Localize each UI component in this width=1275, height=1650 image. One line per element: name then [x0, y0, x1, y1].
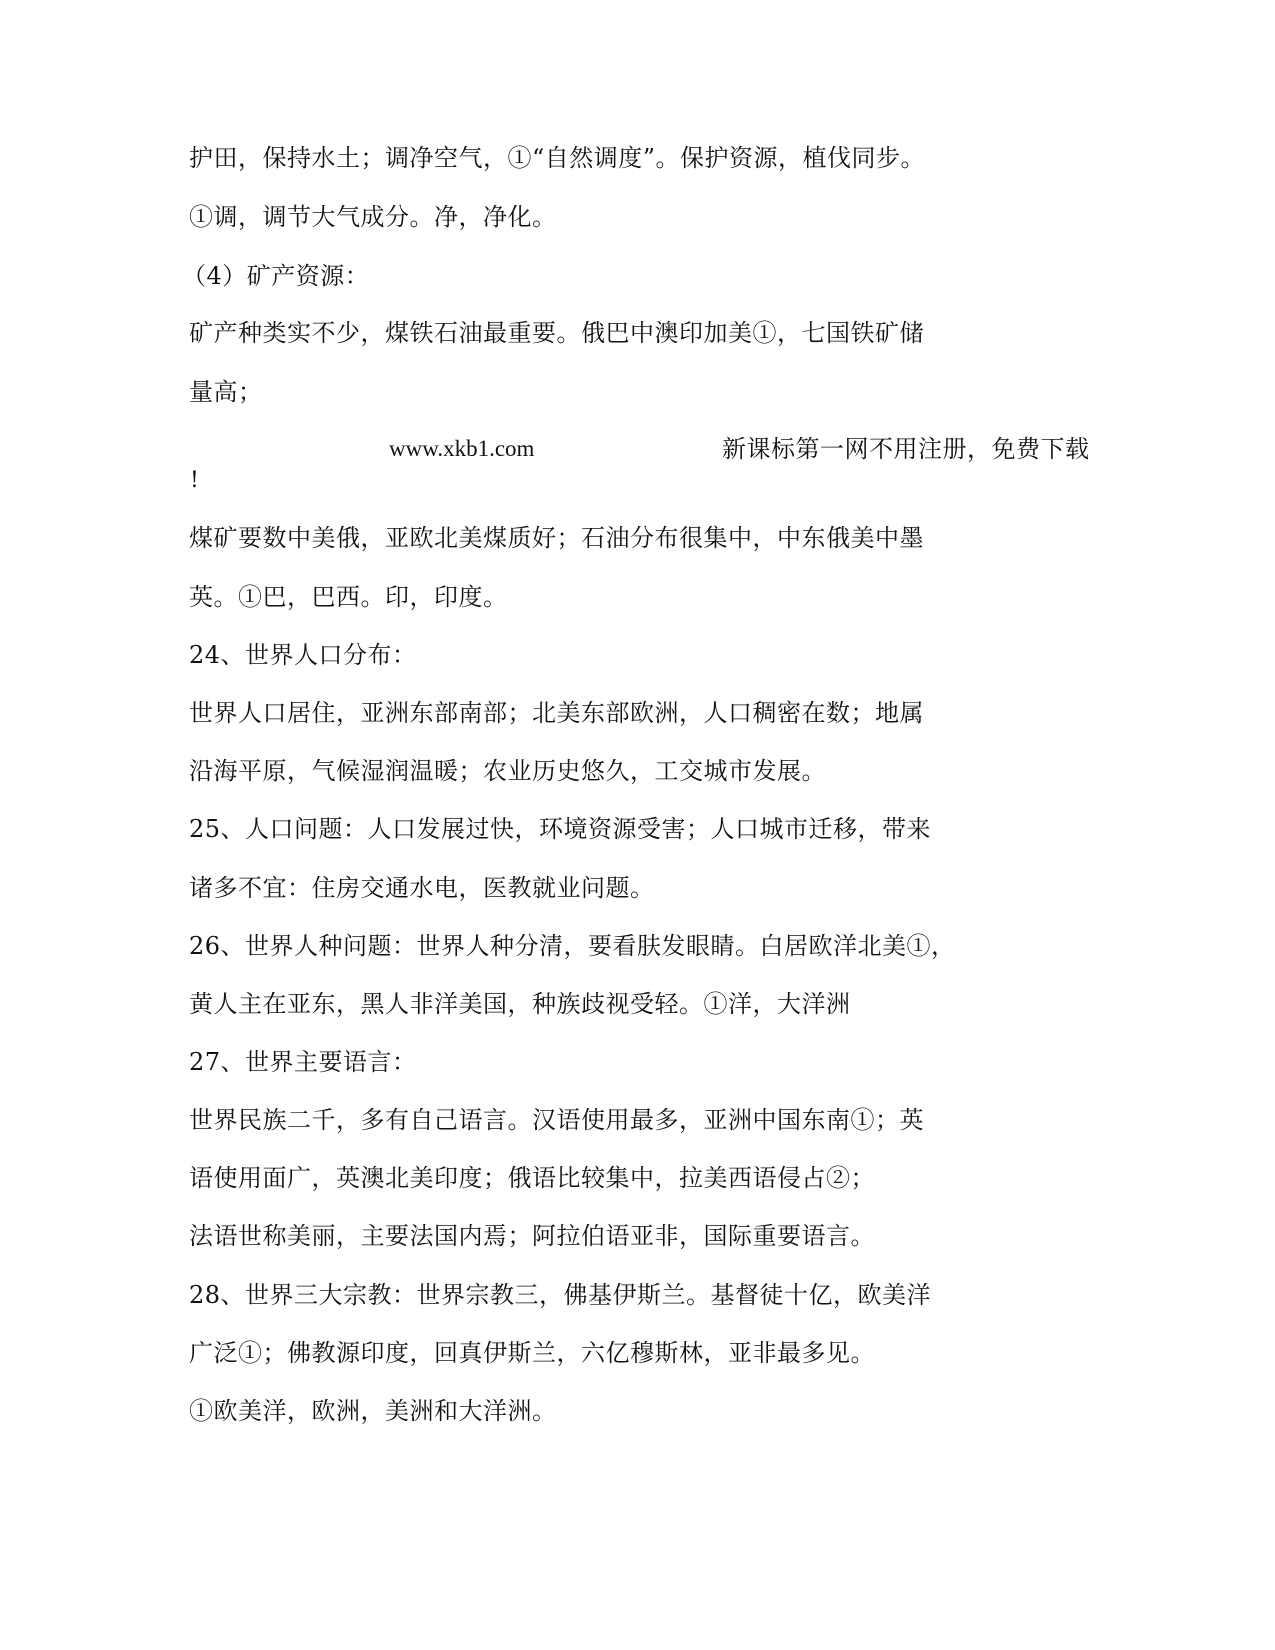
section-heading: 27、世界主要语言：: [189, 1048, 417, 1076]
text-line: 黄人主在亚东，黑人非洋美国，种族歧视受轻。①洋，大洋洲: [189, 990, 851, 1018]
text-line: 矿产种类实不少，煤铁石油最重要。俄巴中澳印加美①，七国铁矿储: [189, 319, 924, 347]
section-heading: 25、人口问题：人口发展过快，环境资源受害；人口城市迁移，带来: [189, 815, 932, 843]
text-line: 煤矿要数中美俄，亚欧北美煤质好；石油分布很集中，中东俄美中墨: [189, 524, 924, 552]
section-heading: 24、世界人口分布：: [189, 641, 417, 669]
text-line: 沿海平原，气候湿润温暖；农业历史悠久，工交城市发展。: [189, 757, 826, 785]
text-line: 世界人口居住，亚洲东部南部；北美东部欧洲，人口稠密在数；地属: [189, 699, 924, 727]
watermark-text: 新课标第一网不用注册，免费下载: [722, 435, 1090, 463]
text-line: 护田，保持水土；调净空气，①“自然调度”。保护资源，植伐同步。: [189, 144, 926, 172]
text-line: 世界民族二千，多有自己语言。汉语使用最多，亚洲中国东南①；英: [189, 1106, 924, 1134]
watermark-url: www.xkb1.com: [389, 436, 535, 461]
footnote-line: ①调，调节大气成分。净，净化。: [189, 203, 557, 231]
text-line: 量高；: [189, 378, 263, 406]
footnote-line: ①欧美洋，欧洲，美洲和大洋洲。: [189, 1397, 557, 1425]
watermark-exclamation: !: [190, 468, 199, 493]
section-heading: 28、世界三大宗教：世界宗教三，佛基伊斯兰。基督徒十亿，欧美洋: [189, 1281, 932, 1309]
text-line: 诸多不宜：住房交通水电，医教就业问题。: [189, 874, 655, 902]
section-heading: 26、世界人种问题：世界人种分清，要看肤发眼睛。白居欧洋北美①，: [189, 932, 956, 960]
text-line: 法语世称美丽，主要法国内焉；阿拉伯语亚非，国际重要语言。: [189, 1222, 875, 1250]
text-line: 广泛①；佛教源印度，回真伊斯兰，六亿穆斯林，亚非最多见。: [189, 1339, 875, 1367]
section-heading: （4）矿产资源：: [182, 262, 370, 290]
text-line: 语使用面广，英澳北美印度；俄语比较集中，拉美西语侵占②；: [189, 1164, 875, 1192]
text-line: 英。①巴，巴西。印，印度。: [189, 583, 508, 611]
